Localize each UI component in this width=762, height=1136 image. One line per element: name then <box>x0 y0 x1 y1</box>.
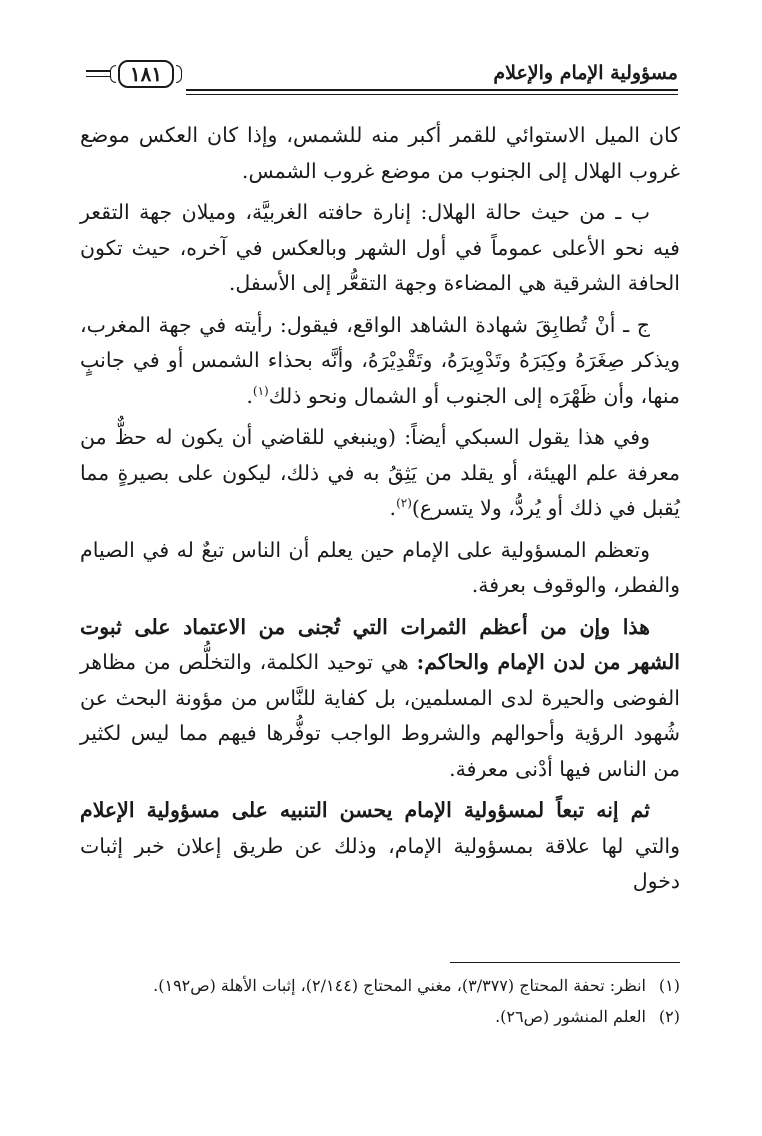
header-rule-right-thin <box>186 94 678 95</box>
footnote-marker: (٢) <box>658 1007 680 1026</box>
page-number: ١٨١ <box>118 60 174 88</box>
paragraph-3: ج ـ أنْ تُطابِقَ شهادة الشاهد الواقع، فيقول: رأيته في جهة المغرب، ويذكر صِغَرَهُ وكِبَرَهُ وتَدْوِيرَهُ، وتَقْدِيْرَهُ، وأنَّه بحذاء الشمس أو في جانبٍ منها، وأن ظَهْرَه إلى الجنوب أو الشمال ونحو ذلك$^{(١)}$. <box>80 312 680 408</box>
footnote-marker: (١) <box>658 976 680 995</box>
running-title: مسؤولية الإمام والإعلام <box>493 62 678 84</box>
footnote-text: انظر: تحفة المحتاج (٣/٣٧٧)، مغني المحتاج (٢/١٤٤)، إثبات الأهلة (ص١٩٢). <box>153 976 646 995</box>
main-text <box>80 118 680 906</box>
page-header <box>86 56 678 96</box>
paragraph-4: وفي هذا يقول السبكي أيضاً: (وينبغي للقاضي أن يكون له حظٌّ من معرفة علم الهيئة، أو يقلد من يَثِقُ به في ذلك، ليكون على بصيرةٍ مما يُقبل في ذلك أو يُردُّ، ولا يتسرع)$^{(٢)}$. <box>80 425 680 520</box>
header-rule-right <box>186 89 678 91</box>
header-rule-left-thin <box>86 76 110 77</box>
paragraph-6-lead: هذا وإن من أعظم الثمرات التي تُجنى من الاعتماد على ثبوت الشهر من لدن الإمام والحاكم: <box>80 614 680 674</box>
footnote-ref-1: (١) <box>252 383 269 398</box>
footnote-ref-2: (٢) <box>396 496 412 511</box>
footnote-separator <box>450 962 680 963</box>
paragraph-7-lead: ثم إنه تبعاً لمسؤولية الإمام يحسن التنبيه على مسؤولية الإعلام <box>80 798 650 822</box>
paragraph-1: كان الميل الاستوائي للقمر أكبر منه للشمس، وإذا كان العكس موضع غروب الهلال إلى الجنوب من موضع غروب الشمس. <box>80 123 680 183</box>
footnote-1 <box>80 972 680 999</box>
paragraph-6: هذا وإن من أعظم الثمرات التي تُجنى من الاعتماد على ثبوت الشهر من لدن الإمام والحاكم: هي توحيد الكلمة، والتخلُّص من مظاهر الفوضى والحيرة لدى المسلمين، بل كفاية للنَّاس من مؤونة البحث عن شُهود الرؤية وأحوالهم والشروط الواجب توفُّرها فيهم مما ليس لكثير من الناس فيها أدْنى معرفة. <box>80 614 680 781</box>
paragraph-2: ب ـ من حيث حالة الهلال: إنارة حافته الغربيَّة، وميلان جهة التقعر فيه نحو الأعلى عموماً في أول الشهر وبالعكس في آخره، حيث تكون الحافة الشرقية هي المضاءة وجهة التقعُّر إلى الأسفل. <box>80 200 680 295</box>
paragraph-5: وتعظم المسؤولية على الإمام حين يعلم أن الناس تبعٌ له في الصيام والفطر، والوقوف بعرفة. <box>80 537 680 597</box>
footnotes <box>80 972 680 1034</box>
paragraph-7: ثم إنه تبعاً لمسؤولية الإمام يحسن التنبيه على مسؤولية الإعلام والتي لها علاقة بمسؤولية الإمام، وذلك عن طريق إعلان خبر إثبات دخول <box>80 798 680 893</box>
footnote-text: العلم المنشور (ص٢٦). <box>495 1007 646 1026</box>
header-rule-left <box>86 70 110 72</box>
footnote-2 <box>80 1003 680 1030</box>
